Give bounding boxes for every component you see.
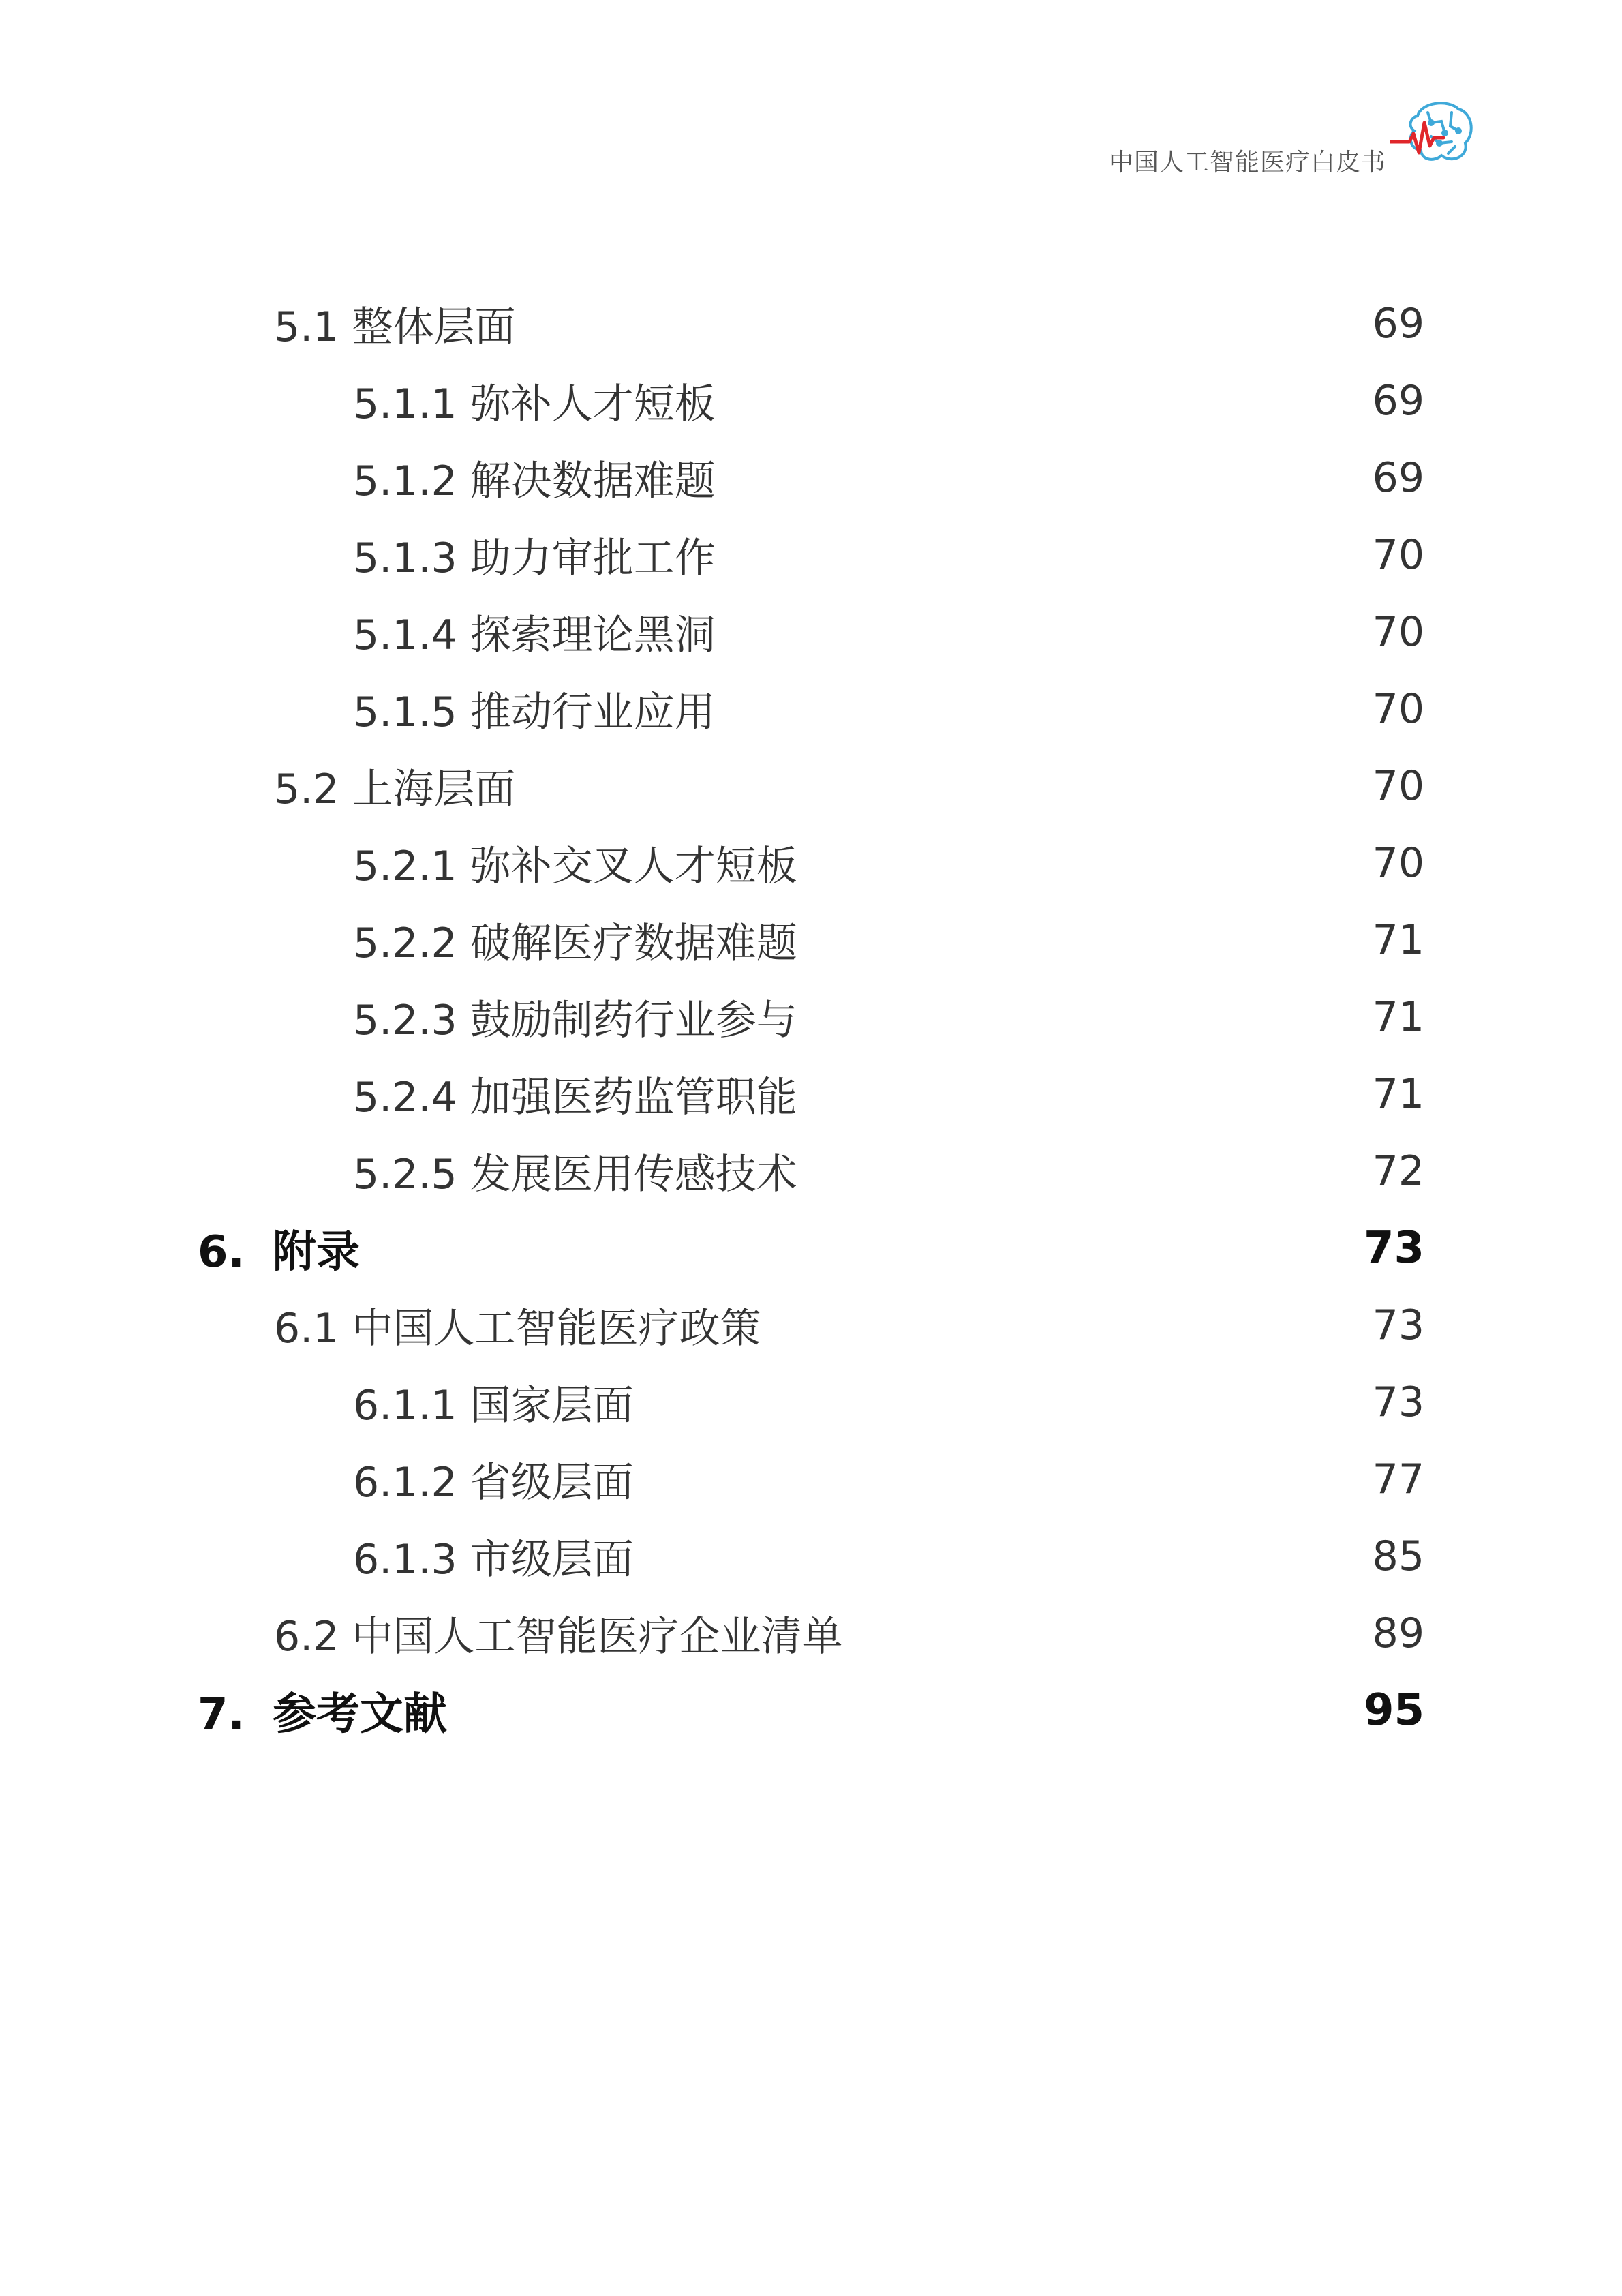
toc-entry[interactable]: [198, 1673, 1424, 1748]
toc-entry[interactable]: [274, 1288, 1424, 1363]
toc-entry-title: [353, 1450, 634, 1509]
toc-entry[interactable]: [353, 363, 1424, 438]
toc-entry[interactable]: [274, 1596, 1424, 1671]
toc-entry-text: 5.1.2 解决数据难题: [353, 457, 716, 505]
toc-entry-title: [353, 449, 716, 507]
toc-entry-text: 5.2.2 破解医疗数据难题: [353, 920, 797, 967]
brain-heartbeat-icon: [1390, 95, 1479, 170]
toc-entry-page: 70: [1372, 685, 1424, 733]
toc-entry[interactable]: [353, 517, 1424, 592]
toc-entry[interactable]: [353, 903, 1424, 978]
toc-entry-number: 6.: [198, 1227, 245, 1278]
toc-entry[interactable]: [353, 1442, 1424, 1517]
toc-entry-text: 附录: [273, 1227, 360, 1278]
toc-entry-page: 69: [1372, 454, 1424, 502]
toc-entry-title: [353, 911, 797, 969]
toc-entry-page: 70: [1372, 762, 1424, 810]
toc-entry-title: [353, 372, 716, 430]
toc-entry-page: 70: [1372, 839, 1424, 887]
toc-entry[interactable]: [353, 1365, 1424, 1440]
toc-entry-text: 5.2.5 发展医用传感技术: [353, 1151, 797, 1198]
toc-entry[interactable]: [274, 286, 1424, 361]
toc-entry-page: 70: [1372, 608, 1424, 656]
toc-entry[interactable]: [353, 980, 1424, 1055]
toc-entry-page: 73: [1372, 1301, 1424, 1349]
toc-entry[interactable]: [353, 1519, 1424, 1594]
toc-entry-title: [353, 834, 797, 892]
toc-entry-title: [353, 603, 716, 661]
toc-entry-page: 89: [1372, 1610, 1424, 1657]
toc-entry-page: 71: [1372, 916, 1424, 964]
toc-entry[interactable]: [274, 749, 1424, 824]
toc-entry[interactable]: [198, 1211, 1424, 1286]
toc-entry-text: 6.1.3 市级层面: [353, 1536, 634, 1584]
toc-entry-page: 69: [1372, 377, 1424, 425]
toc-entry-page: 77: [1372, 1455, 1424, 1503]
toc-entry-title: [274, 757, 516, 815]
toc-entry-title: [274, 294, 516, 353]
toc-entry-text: 参考文献: [273, 1689, 447, 1740]
toc-entry-page: 73: [1363, 1223, 1424, 1273]
toc-entry-page: 71: [1372, 1070, 1424, 1118]
toc-entry-title: [353, 988, 797, 1046]
toc-entry-title: [353, 1142, 797, 1200]
toc-entry-text: 6.1.2 省级层面: [353, 1459, 634, 1507]
toc-entry-text: 5.1.5 推动行业应用: [353, 689, 716, 736]
toc-entry-title: [353, 1065, 797, 1123]
toc-entry-title: [198, 1217, 360, 1280]
toc-entry-text: 5.1.1 弥补人才短板: [353, 380, 716, 428]
toc-entry-text: 6.1.1 国家层面: [353, 1382, 634, 1430]
toc-entry[interactable]: [353, 826, 1424, 901]
toc-entry[interactable]: [353, 440, 1424, 515]
toc-entry-title: [353, 1373, 634, 1432]
toc-entry-page: 71: [1372, 993, 1424, 1041]
toc-entry-title: [198, 1679, 447, 1742]
toc-entry-page: 73: [1372, 1378, 1424, 1426]
toc-entry[interactable]: [353, 1134, 1424, 1209]
toc-entry-number: 7.: [198, 1689, 245, 1740]
toc-entry-text: 5.2.3 鼓励制药行业参与: [353, 997, 797, 1044]
toc-entry-page: 95: [1363, 1685, 1424, 1736]
toc-entry-title: [353, 526, 716, 584]
toc-entry-page: 70: [1372, 531, 1424, 579]
toc-entry-text: 5.1.4 探索理论黑洞: [353, 611, 716, 659]
toc-entry[interactable]: [353, 594, 1424, 669]
toc-entry-title: [353, 1527, 634, 1586]
toc-entry-page: 85: [1372, 1532, 1424, 1580]
toc-entry[interactable]: [353, 671, 1424, 746]
header-title: 中国人工智能医疗白皮书: [1108, 149, 1386, 177]
toc-entry-title: [353, 680, 716, 738]
page-header: [1002, 95, 1479, 191]
toc-entry-text: 5.2.1 弥补交叉人才短板: [353, 843, 797, 890]
toc-entry-text: 5.1.3 助力审批工作: [353, 534, 716, 582]
toc-entry-text: 5.2 上海层面: [274, 766, 516, 813]
toc-entry-page: 72: [1372, 1147, 1424, 1195]
toc-entry-text: 5.2.4 加强医药监管职能: [353, 1074, 797, 1121]
toc-entry-text: 6.1 中国人工智能医疗政策: [274, 1305, 761, 1353]
toc-entry-title: [274, 1296, 761, 1355]
toc-entry-text: 6.2 中国人工智能医疗企业清单: [274, 1613, 843, 1661]
toc-entry-title: [274, 1604, 843, 1663]
toc-entry-page: 69: [1372, 300, 1424, 348]
toc-entry-text: 5.1 整体层面: [274, 303, 516, 351]
toc-entry[interactable]: [353, 1057, 1424, 1132]
